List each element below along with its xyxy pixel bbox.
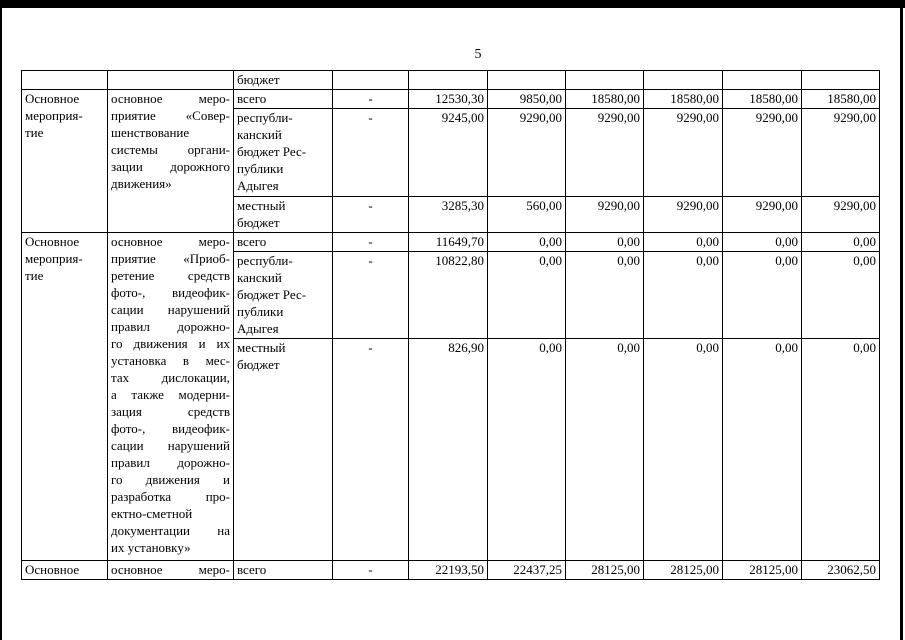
value-cell: 9290,00 [644,109,723,197]
value-cell: 0,00 [644,252,723,339]
table-row [22,561,880,580]
table-row [22,233,880,252]
dash-cell: - [333,252,409,339]
source-cell: местный бюджет [234,197,333,233]
measure-cell: основное меро- приятие «Приоб- ретение средств фото-, видеофик- сации нарушений правил дорожно- го движения и их установка в мес- тах дислокации, а также модерни- зация средств фото-, видеофик- сации нарушений правил дорожно- го движения и разработка про- ектно-сметной документации на их установку» [108,233,234,561]
value-cell: 10822,80 [409,252,488,339]
value-cell: 11649,70 [409,233,488,252]
value-cell: 0,00 [802,339,880,561]
scan-left-edge [0,8,2,640]
value-cell: 0,00 [644,233,723,252]
value-cell: 9290,00 [802,109,880,197]
value-cell: 9290,00 [723,197,802,233]
table-row [22,90,880,109]
value-cell: 0,00 [566,339,644,561]
source-cell: республи- канский бюджет Рес- публики Адыгея [234,252,333,339]
value-cell: 12530,30 [409,90,488,109]
value-cell: 28125,00 [644,561,723,580]
value-cell: 18580,00 [566,90,644,109]
value-cell: 18580,00 [644,90,723,109]
value-cell: 9290,00 [802,197,880,233]
value-cell: 9290,00 [488,109,566,197]
value-cell: 18580,00 [802,90,880,109]
value-cell: 22193,50 [409,561,488,580]
measure-cell [108,71,234,90]
value-cell: 9290,00 [723,109,802,197]
value-cell: 0,00 [723,233,802,252]
value-cell: 0,00 [488,233,566,252]
dash-cell: - [333,561,409,580]
value-cell: 9245,00 [409,109,488,197]
value-cell: 28125,00 [566,561,644,580]
value-cell: 0,00 [802,252,880,339]
dash-cell: - [333,90,409,109]
source-cell: бюджет [234,71,333,90]
value-cell: 0,00 [644,339,723,561]
source-cell: всего [234,561,333,580]
table-row [22,71,880,90]
measure-cell: основное меро- приятие «Совер- шенствование системы органи- зации дорожного движения» [108,90,234,233]
value-cell: 9290,00 [644,197,723,233]
page-number: 5 [474,47,482,62]
source-cell: всего [234,233,333,252]
value-cell: 0,00 [488,339,566,561]
value-cell: 560,00 [488,197,566,233]
value-cell: 9850,00 [488,90,566,109]
source-cell: местный бюджет [234,339,333,561]
type-cell: Основное [22,561,108,580]
measure-cell: основное меро- [108,561,234,580]
value-cell: 0,00 [723,252,802,339]
value-cell: 23062,50 [802,561,880,580]
value-cell: 0,00 [566,233,644,252]
source-cell: всего [234,90,333,109]
source-cell: республи- канский бюджет Рес- публики Адыгея [234,109,333,197]
budget-table [21,70,880,580]
dash-cell: - [333,109,409,197]
value-cell: 0,00 [488,252,566,339]
value-cell: 22437,25 [488,561,566,580]
type-cell: Основное мероприя- тие [22,90,108,233]
value-cell: 3285,30 [409,197,488,233]
value-cell: 0,00 [566,252,644,339]
dash-cell: - [333,197,409,233]
value-cell: 9290,00 [566,109,644,197]
value-cell: 28125,00 [723,561,802,580]
value-cell: 9290,00 [566,197,644,233]
dash-cell: - [333,233,409,252]
type-cell [22,71,108,90]
scan-right-edge [900,8,903,640]
value-cell: 0,00 [802,233,880,252]
type-cell: Основное мероприя- тие [22,233,108,561]
value-cell: 18580,00 [723,90,802,109]
dash-cell: - [333,339,409,561]
value-cell: 826,90 [409,339,488,561]
scan-top-border [0,0,905,8]
value-cell: 0,00 [723,339,802,561]
